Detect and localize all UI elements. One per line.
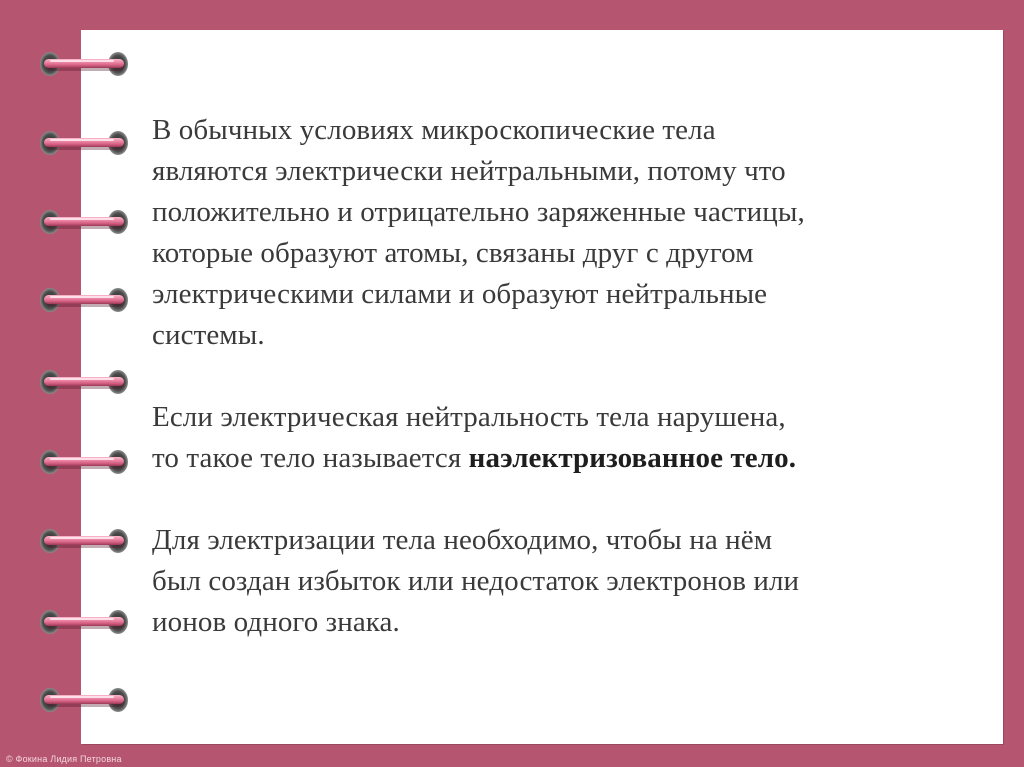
spiral-binding-ring-icon [40, 52, 128, 76]
paragraph-3-line-1: Для электризации тела необходимо, чтобы на нём [152, 524, 773, 556]
spiral-binding-ring-icon [40, 610, 128, 634]
paragraph-3 [152, 520, 952, 643]
paragraph-1-line-5: электрическими силами и образуют нейтральные [152, 278, 768, 310]
paragraph-3-line-2: был создан избыток или недостаток электронов или [152, 565, 800, 597]
spiral-binding-ring-icon [40, 210, 128, 234]
paragraph-1-line-1: В обычных условиях микроскопические тела [152, 114, 716, 146]
paragraph-2 [152, 397, 952, 479]
copyright-footer: © Фокина Лидия Петровна [6, 754, 122, 764]
spiral-binding [0, 0, 140, 767]
paragraph-2-period: . [788, 442, 797, 474]
spiral-binding-ring-icon [40, 529, 128, 553]
body-text [152, 110, 952, 643]
spiral-binding-ring-icon [40, 288, 128, 312]
paragraph-2-line-2-prefix: то такое тело называется [152, 442, 469, 474]
paragraph-1 [152, 110, 952, 356]
paragraph-1-line-2: являются электрически нейтральными, потому что [152, 155, 786, 187]
paragraph-2-line-1: Если электрическая нейтральность тела нарушена, [152, 401, 786, 433]
paragraph-1-line-6: системы. [152, 319, 265, 351]
electrified-body-term: наэлектризованное тело [468, 442, 789, 474]
spiral-binding-ring-icon [40, 450, 128, 474]
paragraph-1-line-3: положительно и отрицательно заряженные частицы, [152, 196, 805, 228]
spiral-binding-ring-icon [40, 688, 128, 712]
spiral-binding-ring-icon [40, 370, 128, 394]
spiral-binding-ring-icon [40, 131, 128, 155]
paragraph-3-line-3: ионов одного знака. [152, 606, 400, 638]
paragraph-1-line-4: которые образуют атомы, связаны друг с другом [152, 237, 754, 269]
